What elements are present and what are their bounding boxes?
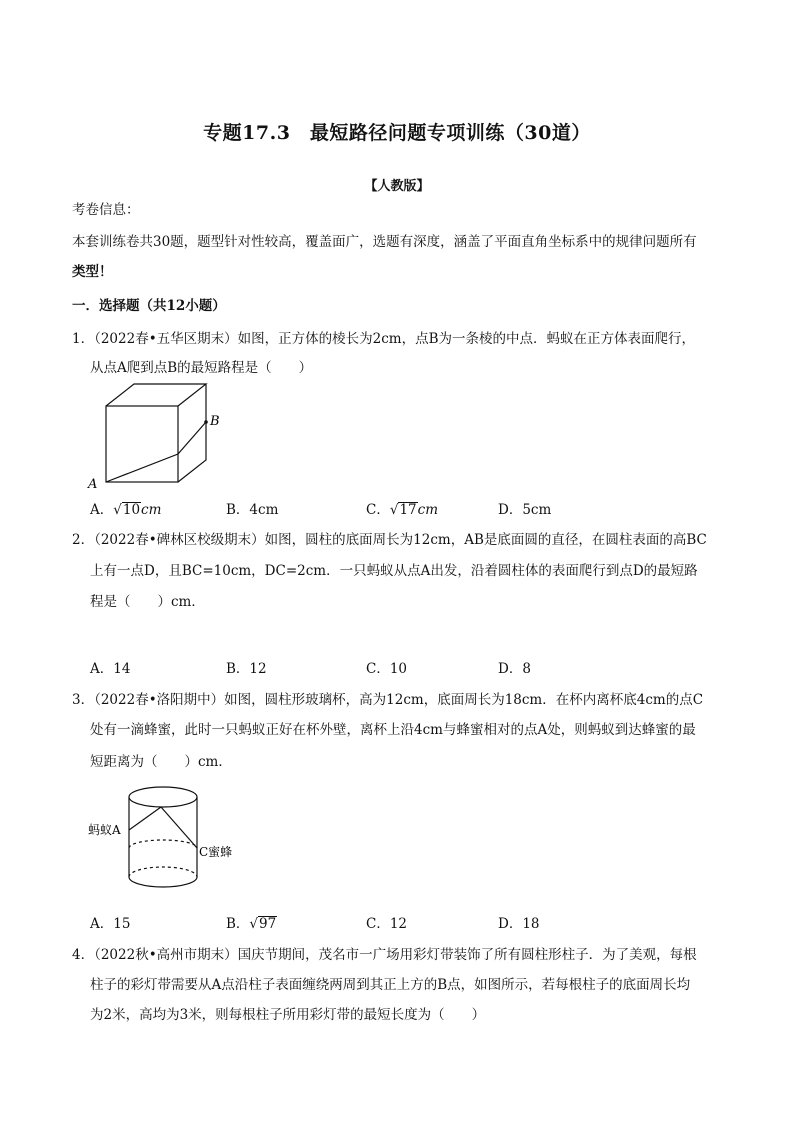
section-heading: 一．选择题（共12小题） — [72, 298, 226, 314]
point-a-label: A — [88, 477, 98, 490]
info-line-2: 类型！ — [72, 264, 113, 280]
ant-path-2 — [161, 807, 197, 848]
q2-option-d: D．8 — [498, 661, 531, 677]
cylinder-top-ellipse — [129, 787, 197, 807]
q1-line-1: 1．（2022春•五华区期末）如图，正方体的棱长为2cm，点B为一条棱的中点．蚂蚁在正方体表面爬行， — [72, 331, 696, 347]
edition-label: 【人教版】 — [364, 179, 430, 194]
q1-option-a: A．√10cm — [90, 502, 162, 518]
cylinder-bottom-back — [129, 867, 197, 877]
q2-option-b: B．12 — [226, 661, 267, 677]
q1-option-d: D．5cm — [498, 502, 552, 518]
honey-label: C蜜蜂 — [199, 845, 233, 859]
q3-line-3: 短距离为（ ）cm． — [90, 754, 232, 770]
point-b-label: B — [210, 414, 220, 429]
cube-right-face — [178, 384, 206, 482]
cube-path — [106, 422, 206, 482]
q3-option-b: B．√97 — [226, 916, 277, 932]
q3-option-d: D．18 — [498, 916, 540, 932]
q4-line-3: 为2米，高均为3米，则每根柱子所用彩灯带的最短长度为（ ） — [90, 1007, 486, 1023]
info-line-1: 本套训练卷共30题，题型针对性较高，覆盖面广，选题有深度，涵盖了平面直角坐标系中的规律问题所有 — [72, 234, 697, 250]
point-b-marker — [204, 420, 208, 424]
q3-line-2: 处有一滴蜂蜜，此时一只蚂蚁正好在杯外壁，离杯上沿4cm与蜂蜜相对的点A处，则蚂蚁到达蜂蜜的最 — [90, 722, 696, 738]
q1-option-c: C．√17cm — [366, 502, 439, 518]
q1-cube-figure — [86, 378, 236, 490]
q3-cylinder-figure — [86, 780, 246, 900]
q3-option-a: A．15 — [90, 916, 131, 932]
page-title: 专题17.3 最短路径问题专项训练（30道） — [203, 122, 591, 144]
cube-front-face — [106, 406, 178, 482]
q4-line-2: 柱子的彩灯带需要从A点沿柱子表面缠绕两周到其正上方的B点，如图所示，若每根柱子的底面周长均 — [90, 977, 691, 993]
q1-option-b: B．4cm — [226, 502, 279, 518]
q2-line-3: 程是（ ）cm． — [90, 594, 205, 610]
cylinder-bottom-front — [129, 877, 197, 887]
q2-option-c: C．10 — [366, 661, 408, 677]
ant-label: 蚂蚁A — [88, 823, 121, 837]
cube-top-face — [106, 384, 206, 406]
info-label: 考卷信息： — [72, 202, 140, 218]
q3-option-c: C．12 — [366, 916, 408, 932]
q2-line-1: 2．（2022春•碑林区校级期末）如图，圆柱的底面周长为12cm，AB是底面圆的直径，在圆柱表面的高BC — [72, 532, 707, 548]
q2-option-a: A．14 — [90, 661, 131, 677]
q2-line-2: 上有一点D，且BC=10cm，DC=2cm．一只蚂蚁从点A出发，沿着圆柱体的表面爬行到点D的最短路 — [90, 563, 698, 579]
q1-line-2: 从点A爬到点B的最短路程是（ ） — [90, 360, 313, 376]
ant-path-1 — [129, 807, 161, 830]
honey-level-line — [129, 840, 197, 848]
q3-line-1: 3．（2022春•洛阳期中）如图，圆柱形玻璃杯，高为12cm，底面周长为18cm．在杯内离杯底4cm的点C — [72, 692, 704, 708]
q4-line-1: 4．（2022秋•高州市期末）国庆节期间，茂名市一广场用彩灯带装饰了所有圆柱形柱子．为了美观，每根 — [72, 947, 697, 963]
